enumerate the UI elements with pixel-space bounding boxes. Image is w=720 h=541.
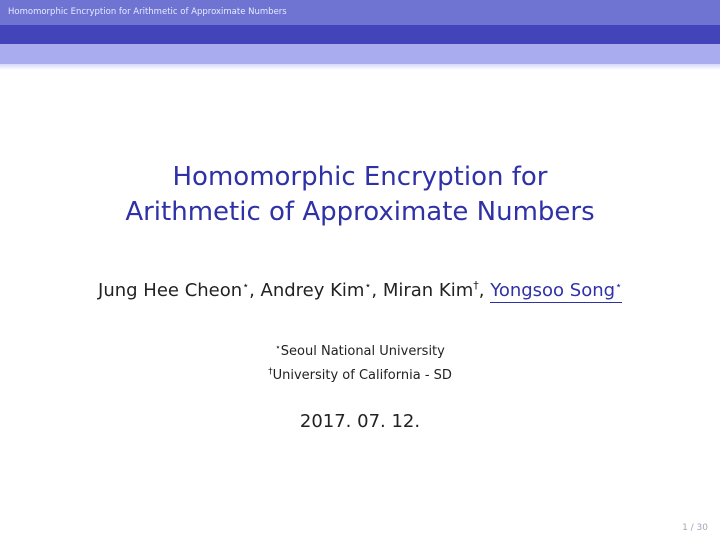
title-line-2: Arithmetic of Approximate Numbers [125, 197, 595, 227]
author-miran-kim [383, 280, 490, 301]
title-line-1: Homomorphic Encryption for [172, 162, 548, 192]
author-mark: ⋆ [242, 279, 250, 292]
header-short-title[interactable]: Homomorphic Encryption for Arithmetic of Approximate Numbers [8, 7, 287, 17]
author-name: Miran Kim [382, 280, 474, 301]
affiliation-name: University of California - SD [272, 368, 452, 383]
author-list [0, 279, 720, 301]
slide-header [0, 0, 720, 70]
slide-title [0, 160, 720, 230]
author-separator: , [371, 280, 383, 301]
author-mark: ⋆ [615, 279, 622, 292]
author-separator: , [249, 280, 261, 301]
page-number: 1 / 30 [682, 523, 708, 533]
affiliation-mark: † [268, 367, 273, 377]
author-andrey-kim [261, 280, 383, 301]
header-dark-band [0, 25, 720, 44]
affiliation-california [0, 362, 720, 386]
author-separator: , [478, 280, 491, 301]
affiliation-list [0, 338, 720, 386]
author-name: Jung Hee Cheon [98, 280, 243, 301]
header-fade-band [0, 64, 720, 70]
affiliation-name: Seoul National University [280, 344, 445, 359]
author-jung-hee-cheon [98, 280, 261, 301]
header-title-bar [0, 0, 720, 25]
author-name: Andrey Kim [260, 280, 365, 301]
author-mark: † [473, 279, 479, 292]
presentation-date: 2017. 07. 12. [299, 411, 421, 432]
affiliation-seoul [0, 338, 720, 362]
author-mark: ⋆ [364, 279, 372, 292]
author-yongsoo-song-link[interactable] [490, 280, 622, 303]
author-name[interactable]: Yongsoo Song [490, 280, 616, 301]
affiliation-mark: ⋆ [275, 343, 281, 353]
header-light-band [0, 44, 720, 64]
